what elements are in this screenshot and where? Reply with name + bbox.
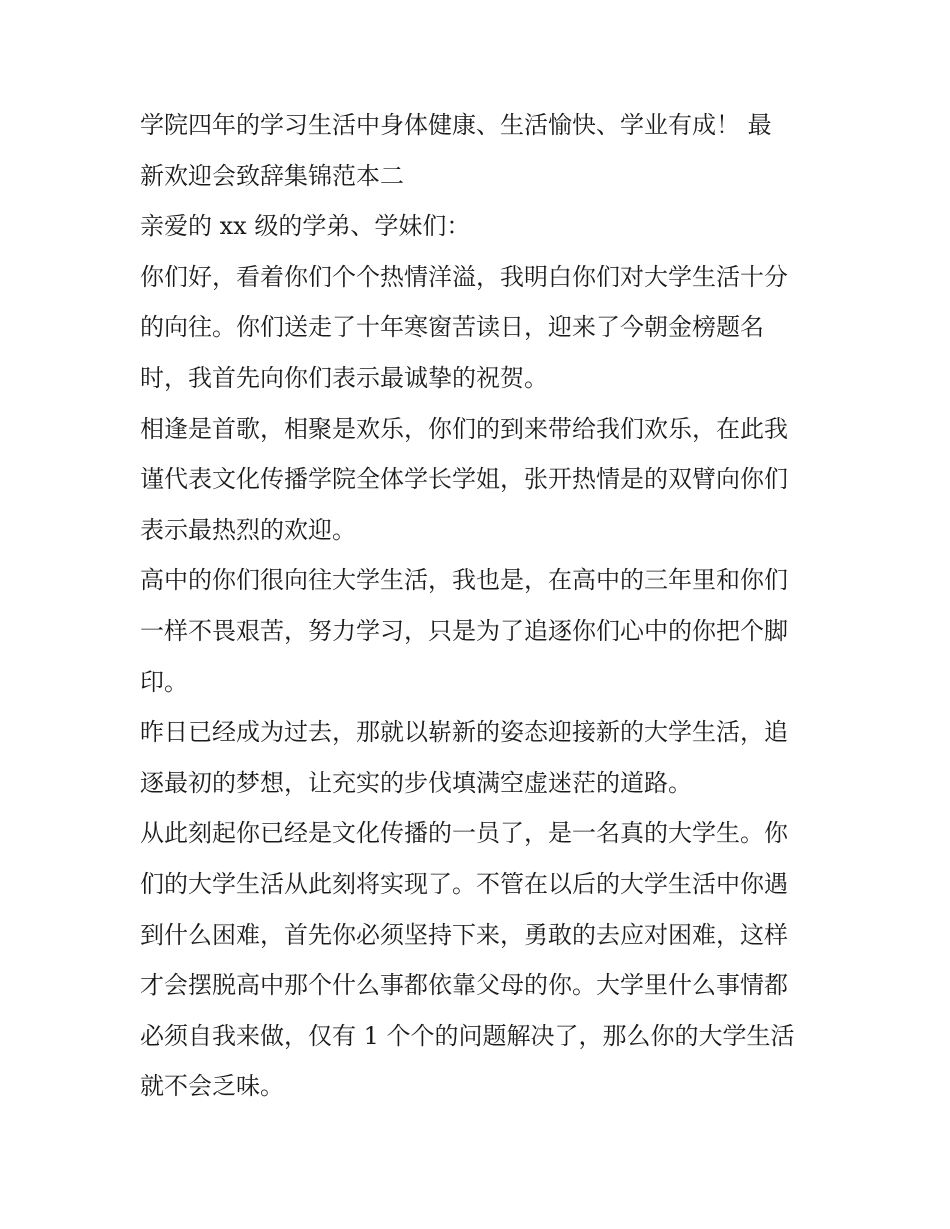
- text-line: 高中的你们很向往大学生活，我也是，在高中的三年里和你们: [140, 566, 788, 595]
- text-line: 表示最热烈的欢迎。: [140, 515, 356, 544]
- text-line: 的向往。你们送走了十年寒窗苦读日，迎来了今朝金榜题名: [140, 313, 764, 342]
- text-line: 昨日已经成为过去，那就以崭新的姿态迎接新的大学生活，追: [140, 718, 788, 747]
- text-line: 相逢是首歌，相聚是欢乐，你们的到来带给我们欢乐，在此我: [140, 414, 788, 443]
- text-line: 从此刻起你已经是文化传播的一员了，是一名真的大学生。你: [140, 819, 788, 848]
- text-line: 到什么困难，首先你必须坚持下来，勇敢的去应对困难，这样: [140, 920, 788, 949]
- document-page: [140, 100, 820, 1112]
- text-line: 亲爱的 xx 级的学弟、学妹们：: [140, 212, 471, 241]
- text-line: 逐最初的梦想，让充实的步伐填满空虚迷茫的道路。: [140, 768, 692, 797]
- text-line: 印。: [140, 667, 188, 696]
- text-line: 学院四年的学习生活中身体健康、生活愉快、学业有成！ 最: [140, 111, 772, 139]
- text-line: 新欢迎会致辞集锦范本二: [140, 161, 404, 190]
- text-line: 必须自我来做，仅有 1 个个的问题解决了，那么你的大学生活: [140, 1021, 795, 1050]
- text-line: 才会摆脱高中那个什么事都依靠父母的你。大学里什么事情都: [140, 971, 788, 1000]
- text-line: 时，我首先向你们表示最诚挚的祝贺。: [140, 363, 548, 392]
- text-line: 们的大学生活从此刻将实现了。不管在以后的大学生活中你遇: [140, 869, 788, 898]
- text-line: 一样不畏艰苦，努力学习，只是为了追逐你们心中的你把个脚: [140, 616, 788, 645]
- text-line: 谨代表文化传播学院全体学长学姐，张开热情是的双臂向你们: [140, 465, 788, 494]
- text-line: 你们好，看着你们个个热情洋溢，我明白你们对大学生活十分: [140, 262, 788, 291]
- text-line: 就不会乏味。: [140, 1072, 284, 1101]
